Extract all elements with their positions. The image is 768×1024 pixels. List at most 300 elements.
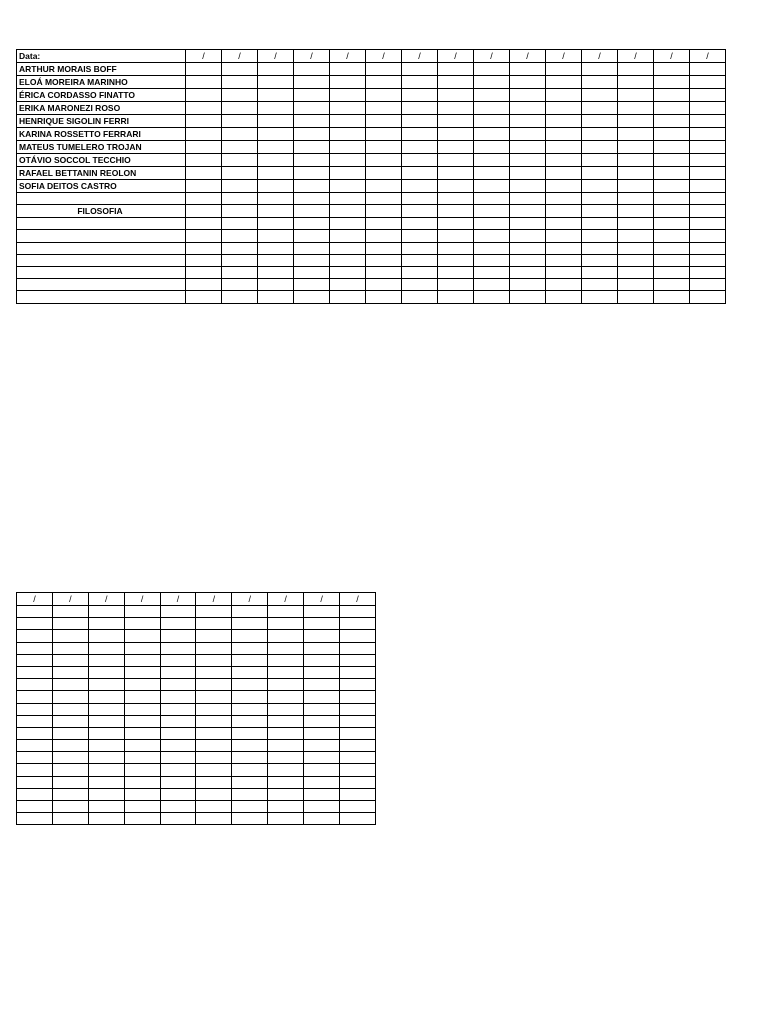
attendance-cell: [160, 776, 196, 788]
attendance-cell: [546, 242, 582, 254]
attendance-cell: [222, 63, 258, 76]
attendance-cell: [294, 167, 330, 180]
attendance-cell: [474, 254, 510, 266]
attendance-cell: [294, 266, 330, 278]
attendance-cell: [222, 266, 258, 278]
attendance-cell: [294, 89, 330, 102]
attendance-cell: [582, 242, 618, 254]
attendance-cell: [366, 205, 402, 218]
attendance-cell: [340, 691, 376, 703]
student-row: [17, 76, 726, 89]
attendance-cell: [258, 242, 294, 254]
attendance-cell: [654, 180, 690, 193]
attendance-cell: [222, 102, 258, 115]
attendance-cell: [258, 115, 294, 128]
attendance-cell: [52, 813, 88, 825]
date-column-header: /: [618, 50, 654, 63]
attendance-cell: [294, 141, 330, 154]
attendance-cell: [402, 128, 438, 141]
attendance-cell: [654, 193, 690, 205]
blank-row: [17, 752, 376, 764]
attendance-cell: [222, 230, 258, 242]
attendance-cell: [52, 776, 88, 788]
attendance-cell: [474, 102, 510, 115]
attendance-cell: [546, 89, 582, 102]
attendance-cell: [304, 752, 340, 764]
attendance-cell: [268, 764, 304, 776]
blank-name-cell: [17, 254, 186, 266]
attendance-cell: [124, 654, 160, 666]
attendance-cell: [474, 128, 510, 141]
attendance-cell: [654, 254, 690, 266]
attendance-cell: [340, 606, 376, 618]
blank-name-cell: [17, 266, 186, 278]
blank-row: [17, 642, 376, 654]
attendance-cell: [690, 167, 726, 180]
attendance-cell: [510, 115, 546, 128]
attendance-cell: [546, 193, 582, 205]
attendance-cell: [52, 618, 88, 630]
blank-row: [17, 218, 726, 230]
attendance-cell: [474, 63, 510, 76]
attendance-cell: [654, 154, 690, 167]
attendance-cell: [88, 776, 124, 788]
attendance-cell: [402, 167, 438, 180]
attendance-cell: [196, 618, 232, 630]
attendance-cell: [232, 691, 268, 703]
attendance-cell: [618, 291, 654, 303]
attendance-cell: [618, 218, 654, 230]
attendance-cell: [546, 63, 582, 76]
attendance-cell: [510, 254, 546, 266]
attendance-cell: [654, 230, 690, 242]
attendance-cell: [618, 180, 654, 193]
attendance-cell: [258, 193, 294, 205]
attendance-cell: [366, 89, 402, 102]
attendance-cell: [618, 193, 654, 205]
attendance-cell: [124, 679, 160, 691]
attendance-cell: [546, 141, 582, 154]
student-row: [17, 180, 726, 193]
attendance-cell: [366, 218, 402, 230]
attendance-cell: [546, 266, 582, 278]
attendance-cell: [88, 618, 124, 630]
attendance-cell: [232, 630, 268, 642]
attendance-cell: [330, 102, 366, 115]
attendance-cell: [304, 606, 340, 618]
attendance-cell: [690, 180, 726, 193]
attendance-cell: [366, 279, 402, 291]
attendance-cell: [654, 279, 690, 291]
attendance-cell: [124, 618, 160, 630]
attendance-cell: [402, 254, 438, 266]
attendance-cell: [340, 752, 376, 764]
attendance-cell: [654, 115, 690, 128]
date-header-label: Data:: [17, 50, 186, 63]
attendance-cell: [618, 266, 654, 278]
attendance-cell: [690, 242, 726, 254]
attendance-cell: [258, 266, 294, 278]
attendance-cell: [618, 63, 654, 76]
attendance-cell: [510, 218, 546, 230]
attendance-cell: [294, 254, 330, 266]
blank-row: [17, 242, 726, 254]
attendance-cell: [366, 115, 402, 128]
attendance-cell: [160, 813, 196, 825]
attendance-cell: [222, 291, 258, 303]
attendance-cell: [232, 618, 268, 630]
attendance-cell: [546, 218, 582, 230]
blank-row: [17, 654, 376, 666]
attendance-cell: [17, 606, 53, 618]
attendance-cell: [52, 630, 88, 642]
attendance-cell: [186, 128, 222, 141]
attendance-cell: [186, 167, 222, 180]
attendance-cell: [268, 776, 304, 788]
attendance-cell: [268, 715, 304, 727]
attendance-cell: [690, 291, 726, 303]
attendance-cell: [232, 679, 268, 691]
attendance-cell: [582, 279, 618, 291]
attendance-cell: [582, 266, 618, 278]
attendance-cell: [304, 642, 340, 654]
attendance-cell: [582, 193, 618, 205]
attendance-cell: [17, 703, 53, 715]
attendance-cell: [582, 291, 618, 303]
attendance-cell: [654, 128, 690, 141]
attendance-cell: [160, 630, 196, 642]
attendance-cell: [546, 279, 582, 291]
attendance-cell: [304, 654, 340, 666]
attendance-cell: [438, 180, 474, 193]
attendance-cell: [160, 703, 196, 715]
attendance-cell: [546, 128, 582, 141]
attendance-cell: [618, 89, 654, 102]
student-name: ARTHUR MORAIS BOFF: [17, 63, 186, 76]
attendance-cell: [582, 180, 618, 193]
attendance-cell: [402, 115, 438, 128]
attendance-cell: [690, 154, 726, 167]
attendance-cell: [402, 193, 438, 205]
attendance-cell: [232, 801, 268, 813]
blank-row: [17, 788, 376, 800]
attendance-cell: [232, 788, 268, 800]
attendance-cell: [510, 230, 546, 242]
attendance-cell: [88, 740, 124, 752]
attendance-cell: [294, 63, 330, 76]
blank-name-cell: [17, 291, 186, 303]
attendance-cell: [88, 801, 124, 813]
attendance-cell: [124, 740, 160, 752]
date-column-header: /: [304, 593, 340, 606]
attendance-cell: [510, 279, 546, 291]
attendance-cell: [124, 642, 160, 654]
attendance-cell: [232, 654, 268, 666]
attendance-cell: [690, 128, 726, 141]
attendance-cell: [88, 642, 124, 654]
blank-row: [17, 801, 376, 813]
attendance-cell: [546, 205, 582, 218]
attendance-cell: [17, 666, 53, 678]
attendance-cell: [510, 242, 546, 254]
attendance-cell: [52, 788, 88, 800]
attendance-cell: [258, 128, 294, 141]
attendance-cell: [618, 154, 654, 167]
attendance-cell: [304, 776, 340, 788]
blank-row: [17, 193, 726, 205]
attendance-cell: [258, 254, 294, 266]
date-column-header: /: [52, 593, 88, 606]
attendance-cell: [232, 727, 268, 739]
attendance-cell: [690, 115, 726, 128]
student-row: [17, 167, 726, 180]
attendance-cell: [258, 167, 294, 180]
attendance-cell: [330, 254, 366, 266]
attendance-cell: [186, 63, 222, 76]
attendance-cell: [88, 679, 124, 691]
attendance-cell: [474, 266, 510, 278]
attendance-cell: [222, 167, 258, 180]
attendance-cell: [232, 666, 268, 678]
attendance-cell: [474, 230, 510, 242]
attendance-cell: [52, 654, 88, 666]
attendance-cell: [438, 102, 474, 115]
attendance-cell: [366, 128, 402, 141]
attendance-cell: [340, 642, 376, 654]
attendance-cell: [222, 205, 258, 218]
attendance-cell: [304, 691, 340, 703]
attendance-cell: [690, 266, 726, 278]
attendance-cell: [690, 63, 726, 76]
attendance-cell: [330, 115, 366, 128]
attendance-cell: [340, 801, 376, 813]
attendance-cell: [618, 279, 654, 291]
attendance-cell: [268, 630, 304, 642]
attendance-cell: [330, 180, 366, 193]
attendance-cell: [582, 154, 618, 167]
attendance-cell: [160, 764, 196, 776]
attendance-cell: [510, 63, 546, 76]
student-row: [17, 141, 726, 154]
attendance-cell: [88, 703, 124, 715]
attendance-cell: [330, 279, 366, 291]
attendance-cell: [160, 740, 196, 752]
attendance-cell: [366, 180, 402, 193]
attendance-cell: [258, 76, 294, 89]
attendance-cell: [690, 254, 726, 266]
attendance-cell: [160, 691, 196, 703]
attendance-cell: [438, 167, 474, 180]
attendance-cell: [654, 76, 690, 89]
attendance-cell: [222, 115, 258, 128]
attendance-cell: [160, 654, 196, 666]
attendance-cell: [366, 141, 402, 154]
attendance-cell: [160, 618, 196, 630]
attendance-cell: [222, 76, 258, 89]
attendance-cell: [186, 154, 222, 167]
attendance-cell: [474, 154, 510, 167]
date-column-header: /: [438, 50, 474, 63]
student-name: SOFIA DEITOS CASTRO: [17, 180, 186, 193]
blank-row: [17, 618, 376, 630]
attendance-cell: [340, 813, 376, 825]
attendance-cell: [124, 715, 160, 727]
date-column-header: /: [510, 50, 546, 63]
attendance-cell: [232, 740, 268, 752]
student-name: ERIKA MARONEZI ROSO: [17, 102, 186, 115]
attendance-cell: [294, 242, 330, 254]
attendance-cell: [474, 141, 510, 154]
attendance-cell: [294, 102, 330, 115]
attendance-cell: [510, 167, 546, 180]
blank-row: [17, 727, 376, 739]
date-column-header: /: [690, 50, 726, 63]
attendance-cell: [52, 666, 88, 678]
attendance-cell: [294, 279, 330, 291]
attendance-cell: [52, 801, 88, 813]
attendance-cell: [340, 630, 376, 642]
blank-row: [17, 254, 726, 266]
attendance-cell: [258, 291, 294, 303]
attendance-cell: [330, 242, 366, 254]
attendance-cell: [186, 89, 222, 102]
attendance-cell: [474, 76, 510, 89]
attendance-cell: [438, 254, 474, 266]
attendance-cell: [618, 128, 654, 141]
student-name: MATEUS TUMELERO TROJAN: [17, 141, 186, 154]
student-row: [17, 128, 726, 141]
attendance-cell: [268, 801, 304, 813]
attendance-cell: [510, 141, 546, 154]
blank-name-cell: [17, 218, 186, 230]
attendance-cell: [510, 102, 546, 115]
date-column-header: /: [124, 593, 160, 606]
attendance-cell: [582, 115, 618, 128]
attendance-cell: [510, 205, 546, 218]
attendance-cell: [582, 141, 618, 154]
attendance-cell: [124, 764, 160, 776]
attendance-cell: [196, 630, 232, 642]
attendance-cell: [17, 618, 53, 630]
attendance-cell: [366, 242, 402, 254]
attendance-cell: [330, 63, 366, 76]
attendance-cell: [88, 764, 124, 776]
attendance-cell: [510, 266, 546, 278]
attendance-cell: [186, 102, 222, 115]
attendance-cell: [366, 167, 402, 180]
attendance-cell: [366, 254, 402, 266]
student-row: [17, 102, 726, 115]
date-column-header: /: [88, 593, 124, 606]
attendance-cell: [330, 141, 366, 154]
attendance-cell: [258, 141, 294, 154]
attendance-cell: [52, 715, 88, 727]
attendance-cell: [330, 154, 366, 167]
blank-row: [17, 266, 726, 278]
attendance-cell: [402, 205, 438, 218]
attendance-cell: [582, 218, 618, 230]
attendance-cell: [258, 230, 294, 242]
attendance-cell: [402, 154, 438, 167]
student-name: ÉRICA CORDASSO FINATTO: [17, 89, 186, 102]
attendance-cell: [618, 167, 654, 180]
attendance-cell: [268, 691, 304, 703]
attendance-cell: [438, 193, 474, 205]
attendance-cell: [124, 630, 160, 642]
attendance-cell: [340, 679, 376, 691]
blank-row: [17, 606, 376, 618]
attendance-cell: [546, 291, 582, 303]
student-row: [17, 115, 726, 128]
blank-name-cell: [17, 193, 186, 205]
attendance-cell: [222, 279, 258, 291]
attendance-cell: [196, 642, 232, 654]
blank-row: [17, 813, 376, 825]
attendance-cell: [88, 691, 124, 703]
attendance-cell: [268, 618, 304, 630]
attendance-cell: [474, 167, 510, 180]
attendance-cell: [186, 205, 222, 218]
attendance-cell: [402, 242, 438, 254]
attendance-cell: [304, 788, 340, 800]
attendance-cell: [340, 618, 376, 630]
attendance-cell: [474, 193, 510, 205]
attendance-cell: [340, 764, 376, 776]
attendance-cell: [402, 291, 438, 303]
attendance-cell: [546, 167, 582, 180]
attendance-cell: [582, 205, 618, 218]
attendance-cell: [196, 654, 232, 666]
attendance-cell: [304, 618, 340, 630]
attendance-cell: [304, 801, 340, 813]
blank-name-cell: [17, 242, 186, 254]
attendance-cell: [546, 180, 582, 193]
attendance-cell: [690, 205, 726, 218]
attendance-cell: [366, 154, 402, 167]
attendance-cell: [294, 218, 330, 230]
attendance-cell: [402, 102, 438, 115]
attendance-cell: [510, 193, 546, 205]
date-column-header: /: [186, 50, 222, 63]
blank-row: [17, 691, 376, 703]
attendance-cell: [196, 679, 232, 691]
attendance-cell: [654, 63, 690, 76]
attendance-cell: [196, 727, 232, 739]
attendance-cell: [402, 230, 438, 242]
attendance-cell: [340, 715, 376, 727]
student-name: RAFAEL BETTANIN REOLON: [17, 167, 186, 180]
attendance-cell: [196, 606, 232, 618]
attendance-cell: [402, 76, 438, 89]
attendance-cell: [330, 193, 366, 205]
attendance-cell: [654, 205, 690, 218]
attendance-cell: [232, 715, 268, 727]
date-column-header: /: [366, 50, 402, 63]
attendance-cell: [258, 205, 294, 218]
attendance-cell: [222, 193, 258, 205]
attendance-table: [16, 49, 726, 304]
attendance-cell: [438, 291, 474, 303]
attendance-cell: [17, 752, 53, 764]
blank-row: [17, 715, 376, 727]
attendance-cell: [160, 666, 196, 678]
attendance-cell: [124, 727, 160, 739]
date-column-header: /: [340, 593, 376, 606]
attendance-cell: [124, 813, 160, 825]
attendance-cell: [124, 691, 160, 703]
attendance-cell: [88, 606, 124, 618]
attendance-cell: [654, 141, 690, 154]
